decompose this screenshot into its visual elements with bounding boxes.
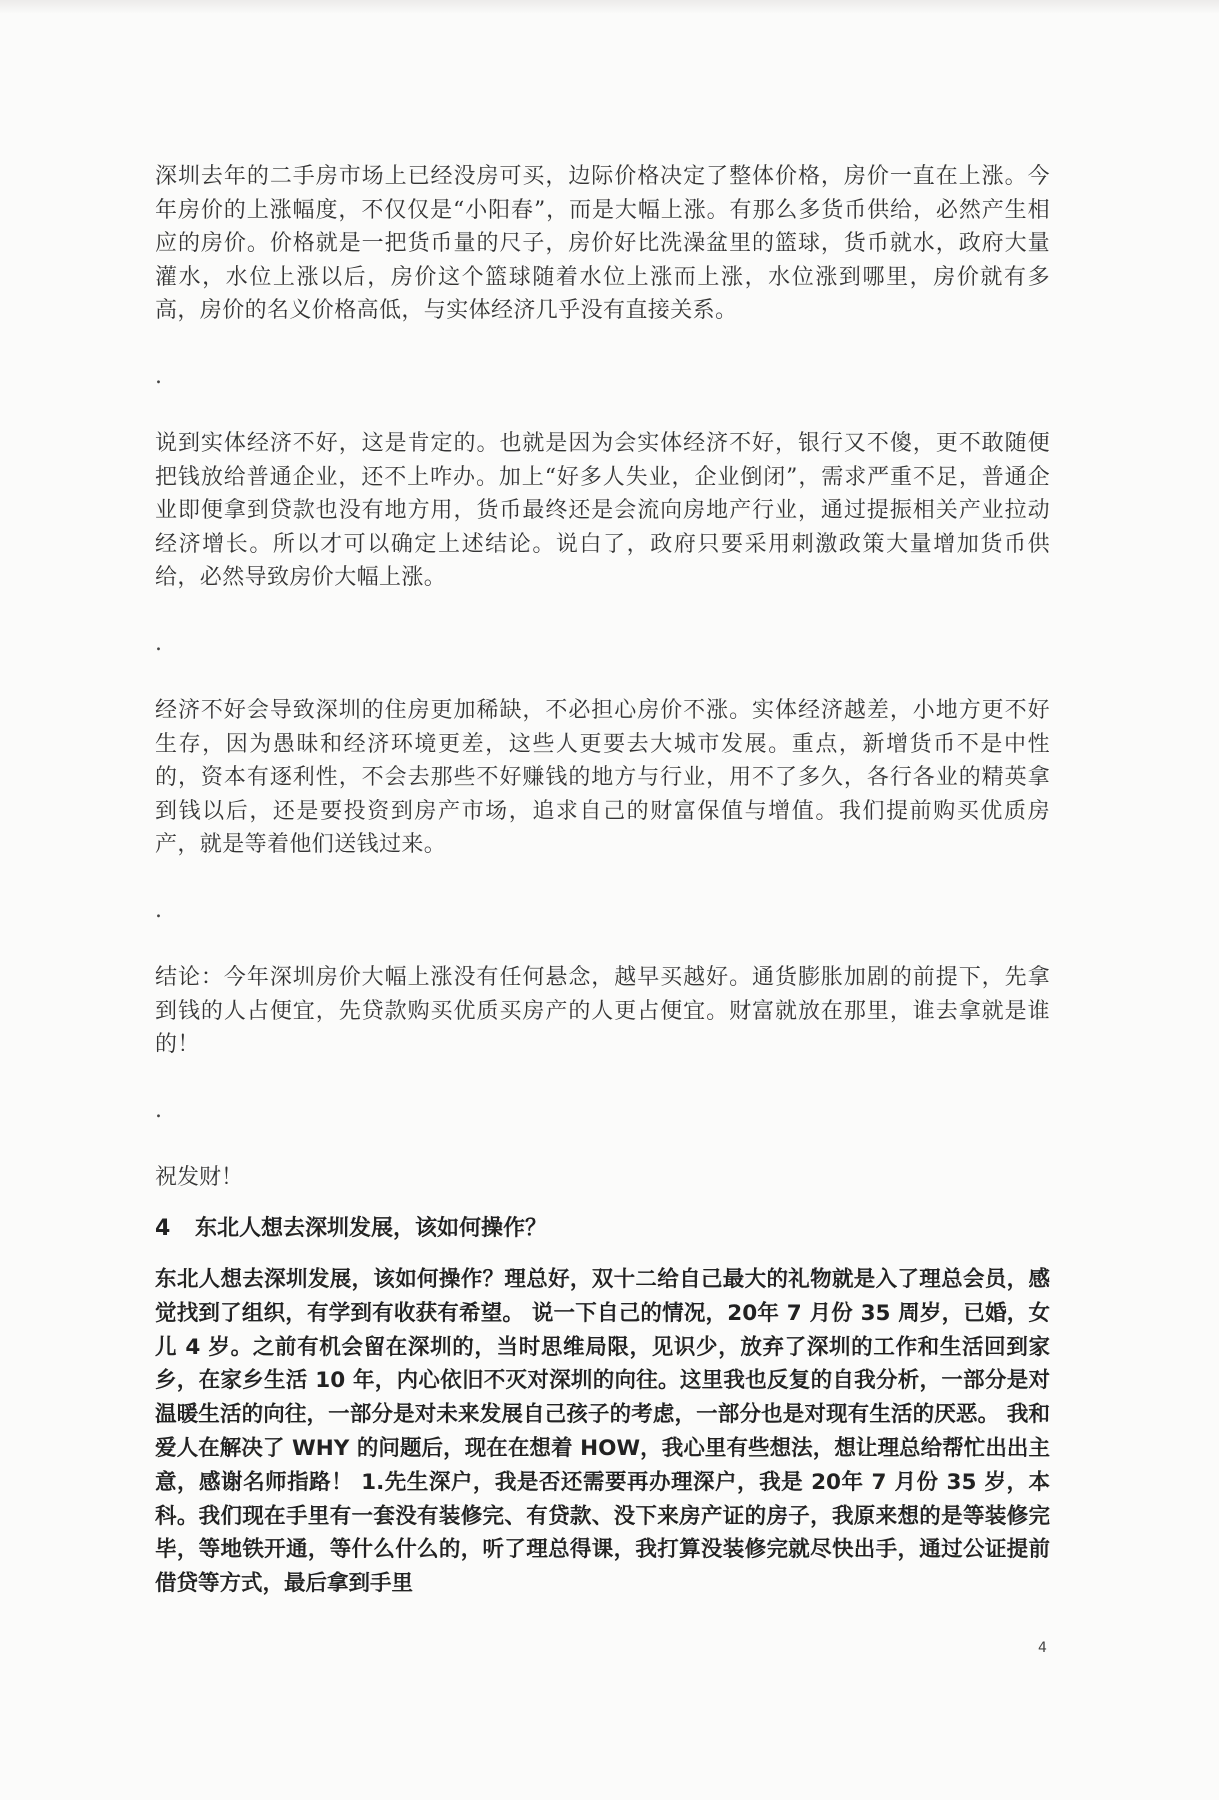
- section-heading: [155, 1212, 1050, 1246]
- paragraph-housing-price-rise: 深圳去年的二手房市场上已经没房可买，边际价格决定了整体价格，房价一直在上涨。今年房价的上涨幅度，不仅仅是“小阳春”，而是大幅上涨。有那么多货币供给，必然产生相应的房价。价格就是一把货币量的尺子，房价好比洗澡盆里的篮球，货币就水，政府大量灌水，水位上涨以后，房价这个篮球随着水位上涨而上涨，水位涨到哪里，房价就有多高，房价的名义价格高低，与实体经济几乎没有直接关系。: [155, 164, 1050, 323]
- section-body: 东北人想去深圳发展，该如何操作？理总好，双十二给自己最大的礼物就是入了理总会员，感觉找到了组织，有学到有收获有希望。 说一下自己的情况，20年 7 月份 35 周岁，已婚，女儿 4 岁。之前有机会留在深圳的，当时思维局限，见识少，放弃了深圳的工作和生活回到家乡，在家乡生活 10 年，内心依旧不灭对深圳的向往。这里我也反复的自我分析，一部分是对温暖生活的向往，一部分是对未来发展自己孩子的考虑，一部分也是对现有生活的厌恶。 我和爱人在解决了 WHY 的问题后，现在在想着 HOW，我心里有些想法，想让理总给帮忙出出主意，感谢名师指路！ 1.先生深户，我是否还需要再办理深户，我是 20年 7 月份 35 岁，本科。我们现在手里有一套没有装修完、有贷款、没下来房产证的房子，我原来想的是等装修完毕，等地铁开通，等什么什么的，听了理总得课，我打算没装修完就尽快出手，通过公证提前借贷等方式，最后拿到手里: [155, 1267, 1050, 1597]
- closing-greeting: 祝发财！: [155, 1165, 244, 1190]
- separator-dot: .: [155, 630, 162, 656]
- page-number: 4: [1038, 1640, 1047, 1656]
- separator-dot: .: [155, 897, 162, 923]
- paragraph-scarcity: 经济不好会导致深圳的住房更加稀缺，不必担心房价不涨。实体经济越差，小地方更不好生存，因为愚昧和经济环境更差，这些人更要去大城市发展。重点，新增货币不是中性的，资本有逐利性，不会去那些不好赚钱的地方与行业，用不了多久，各行各业的精英拿到钱以后，还是要投资到房产市场，追求自己的财富保值与增值。我们提前购买优质房产，就是等着他们送钱过来。: [155, 698, 1050, 857]
- separator-dot: .: [155, 1097, 162, 1123]
- section-number: 4: [155, 1215, 171, 1241]
- paragraph-conclusion: 结论：今年深圳房价大幅上涨没有任何悬念，越早买越好。通货膨胀加剧的前提下，先拿到钱的人占便宜，先贷款购买优质买房产的人更占便宜。财富就放在那里，谁去拿就是谁的！: [155, 965, 1050, 1057]
- document-body: [155, 160, 1050, 1601]
- scan-edge-shadow: [0, 0, 1219, 14]
- paragraph-real-economy: 说到实体经济不好，这是肯定的。也就是因为会实体经济不好，银行又不傻，更不敢随便把钱放给普通企业，还不上咋办。加上“好多人失业，企业倒闭”，需求严重不足，普通企业即便拿到贷款也没有地方用，货币最终还是会流向房地产行业，通过提振相关产业拉动经济增长。所以才可以确定上述结论。说白了，政府只要采用刺激政策大量增加货币供给，必然导致房价大幅上涨。: [155, 431, 1050, 590]
- separator-dot: .: [155, 363, 162, 389]
- section-title: 东北人想去深圳发展，该如何操作？: [195, 1215, 548, 1241]
